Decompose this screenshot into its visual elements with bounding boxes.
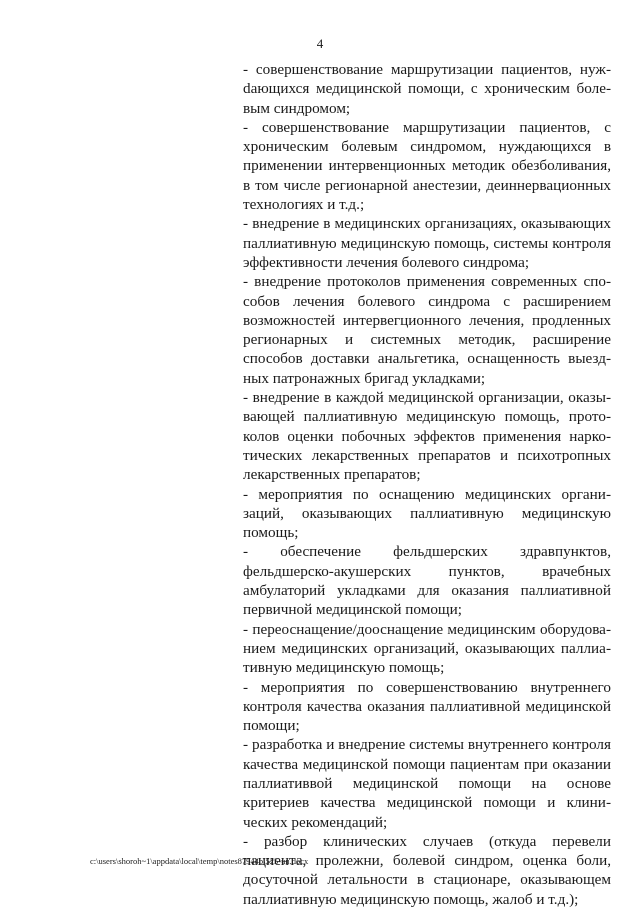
page-number: 4	[316, 36, 324, 51]
footer-file-path: c:\users\shoroh~1\appdata\local\temp\notes87944b\525-un.docx	[90, 856, 309, 866]
paragraph-2: - совершенствование маршрутизации пациентов, с хроническим болевым синдромом, нуждающихся в применении интервенционных методик обезболивания, в том числе регионарной анестезии, деиннервационных технологиях и т.д.;	[243, 118, 611, 214]
paragraph-8: - переоснащение/дооснащение медицинским оборудованием медицинских организаций, оказывающих паллиативную медицинскую помощь;	[243, 620, 611, 677]
paragraph-5: - внедрение в каждой медицинской организации, оказывающей паллиативную медицинскую помощь, протоколов оценки побочных эффектов применения наркотических лекарственных препаратов и психотропных лекарственных препаратов;	[243, 389, 611, 484]
paragraph-4: - внедрение протоколов применения современных способов лечения болевого синдрома с расширением возможностей интервегционного лечения, продленных регионарных и системных методик, расширение способов доставки анальгетика, оснащенность выездных патронажных бригад укладками;	[243, 273, 611, 387]
paragraph-9: - мероприятия по совершенствованию внутреннего контроля качества оказания паллиативной медицинской помощи;	[243, 678, 611, 735]
paragraph-7: - обеспечение фельдшерских здравпунктов, фельдшерско-акушерских пунктов, врачебных амбулаторий укладками для оказания паллиативной первичной медицинской помощи;	[243, 543, 611, 619]
paragraph-6: - мероприятия по оснащению медицинских организаций, оказывающих паллиативную медицинскую помощь;	[243, 485, 611, 542]
paragraph-11: - разбор клинических случаев (откуда перевели пациента, пролежни, болевой синдром, оценка боли, досуточной летальности в стационаре, оказывающем паллиативную медицинскую помощь, жалоб и т.д.);	[243, 832, 611, 908]
paragraph-10: - разработка и внедрение системы внутреннего контроля качества медицинской помощи пациентам при оказании паллиативвой медицинской помощи на основе критериев качества медицинской помощи и клинических рекомендаций;	[243, 736, 611, 831]
document-body	[243, 60, 611, 909]
paragraph-1: - совершенствование маршрутизации пациентов, нужdающихся медицинской помощи, с хроническим болевым синдромом;	[243, 61, 611, 117]
paragraph-3: - внедрение в медицинских организациях, оказывающих паллиативную медицинскую помощь, системы контроля эффективности лечения болевого синдрома;	[243, 215, 611, 271]
